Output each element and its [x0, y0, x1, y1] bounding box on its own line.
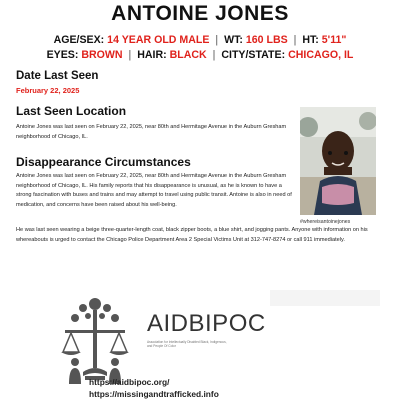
photo-caption: #whereisantoinejones: [300, 219, 351, 225]
missing-person-photo: [300, 107, 376, 215]
divider: |: [128, 49, 132, 61]
stats-row-2: [0, 49, 400, 61]
age-sex-label: AGE/SEX:: [53, 34, 105, 46]
disappearance-circumstances-text: Antoine Jones was last seen on February 22, 2025, near 80th and Hermitage Avenue in the Auburn Gresham neighborhood of Chicago, IL. His family reports that his disappearance is unusual, as he is known to have a strong fascination with buses and trains and may attempt to travel using public transit. Antoine is also in need of medication, and concerns have been raised about his well-being.: [16, 173, 292, 208]
missing-and-trafficked-link[interactable]: https://missingandtrafficked.info: [89, 389, 219, 399]
hair-label: HAIR:: [137, 49, 167, 61]
height-value: 5'11": [321, 34, 347, 46]
photo-illustration: [300, 107, 376, 215]
aidbipoc-logo-tagline: Association for Intellectually Disabled Black, Indigenous, and People Of Color: [147, 340, 227, 349]
faded-background-band: [270, 290, 380, 306]
hair-value: BLACK: [169, 49, 207, 61]
eyes-label: EYES:: [46, 49, 79, 61]
aidbipoc-website-link[interactable]: https://aidbipoc.org/: [89, 377, 170, 387]
eyes-value: BROWN: [81, 49, 123, 61]
last-seen-location-text: Antoine Jones was last seen on February 22, 2025, near 80th and Hermitage Avenue in the Auburn Gresham neighborhood of Chicago, IL.: [16, 124, 287, 140]
last-seen-location-heading: Last Seen Location: [16, 104, 127, 118]
date-last-seen-heading: Date Last Seen: [16, 70, 99, 82]
disappearance-circumstances-heading: Disappearance Circumstances: [16, 155, 191, 169]
date-last-seen-value: February 22, 2025: [16, 86, 80, 95]
age-sex-value: 14 YEAR OLD MALE: [107, 34, 210, 46]
city-state-label: CITY/STATE:: [221, 49, 286, 61]
divider: |: [293, 34, 297, 46]
aidbipoc-logo-icon: [55, 296, 135, 384]
missing-person-name: ANTOINE JONES: [111, 2, 289, 25]
divider: |: [212, 49, 216, 61]
city-state-value: CHICAGO, IL: [288, 49, 354, 61]
height-label: HT:: [302, 34, 319, 46]
last-seen-clothing-text: He was last seen wearing a beige three-quarter-length coat, black zipper boots, a blue shirt, and jogging pants. Anyone with information on his whereabouts is urged to contact the Chicago Police Department Area 2 Special Victims Unit at 312-747-8274 or call 911 immediately.: [16, 227, 368, 243]
weight-value: 160 LBS: [245, 34, 288, 46]
stats-row-1: [0, 34, 400, 46]
weight-label: WT:: [224, 34, 243, 46]
divider: |: [215, 34, 219, 46]
aidbipoc-logo-name: AIDBIPOC: [147, 310, 266, 337]
